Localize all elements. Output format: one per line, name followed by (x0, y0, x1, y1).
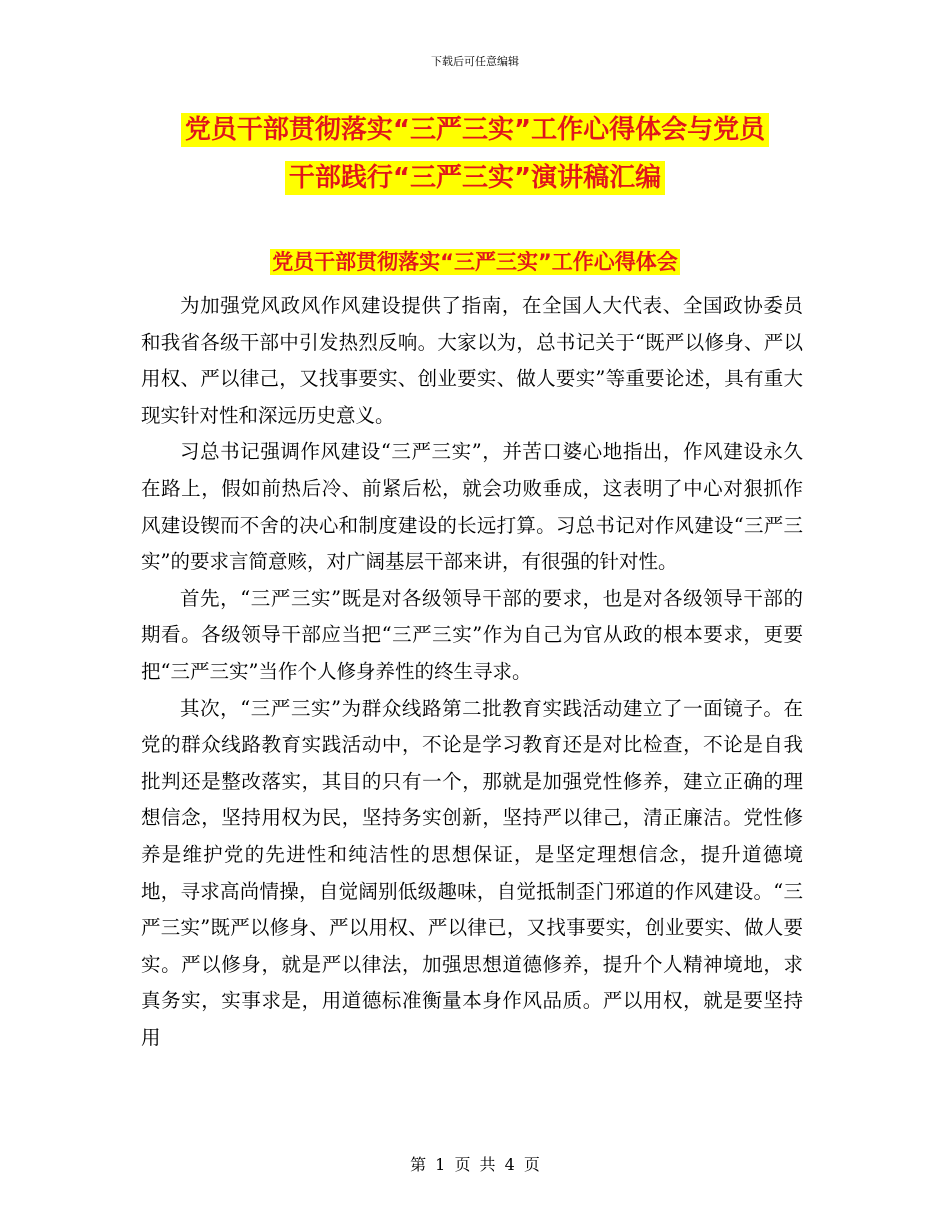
page-footer: 第 1 页 共 4 页 (410, 1155, 540, 1174)
paragraph-2: 习总书记强调作风建设“三严三实”，并苦口婆心地指出，作风建设永久在路上，假如前热后冷、前紧后松，就会功败垂成，这表明了中心对狠抓作风建设锲而不舍的决心和制度建设的长远打算。习总书记对作风建设“三严三实”的要求言简意赅，对广阔基层干部来讲，有很强的针对性。 (141, 440, 803, 574)
paragraph-1: 为加强党风政风作风建设提供了指南，在全国人大代表、全国政协委员和我省各级干部中引发热烈反响。大家以为，总书记关于“既严以修身、严以用权、严以律己，又找事要实、创业要实、做人要实”等重要论述，具有重大现实针对性和深远历史意义。 (141, 294, 803, 427)
section-heading (0, 244, 950, 280)
title-line-2-text: 干部践行“三严三实”演讲稿汇编 (285, 161, 665, 195)
document-title-line-1 (0, 106, 950, 154)
page-header-note: 下载后可任意编辑 (431, 55, 519, 68)
paragraph-4: 其次，“三严三实”为群众线路第二批教育实践活动建立了一面镜子。在党的群众线路教育实践活动中，不论是学习教育还是对比检查，不论是自我批判还是整改落实，其目的只有一个，那就是加强党性修养，建立正确的理想信念，坚持用权为民，坚持务实创新，坚持严以律己，清正廉洁。党性修养是维护党的先进性和纯洁性的思想保证，是坚定理想信念，提升道德境地，寻求高尚情操，自觉阔别低级趣味，自觉抵制歪门邪道的作风建设。“三严三实”既严以修身、严以用权、严以律已，又找事要实，创业要实、做人要实。严以修身，就是严以律法，加强思想道德修养，提升个人精神境地，求真务实，实事求是，用道德标准衡量本身作风品质。严以用权，就是要坚持用 (141, 696, 803, 1049)
document-title-line-2 (0, 154, 950, 202)
paragraph-3: 首先，“三严三实”既是对各级领导干部的要求，也是对各级领导干部的期看。各级领导干部应当把“三严三实”作为自己为官从政的根本要求，更要把“三严三实”当作个人修身养性的终生寻求。 (141, 586, 803, 683)
article-body (141, 288, 803, 1056)
section-heading-text: 党员干部贯彻落实“三严三实”工作心得体会 (272, 250, 678, 274)
document-title (0, 106, 950, 202)
title-line-1-text: 党员干部贯彻落实“三严三实”工作心得体会与党员 (181, 113, 769, 147)
